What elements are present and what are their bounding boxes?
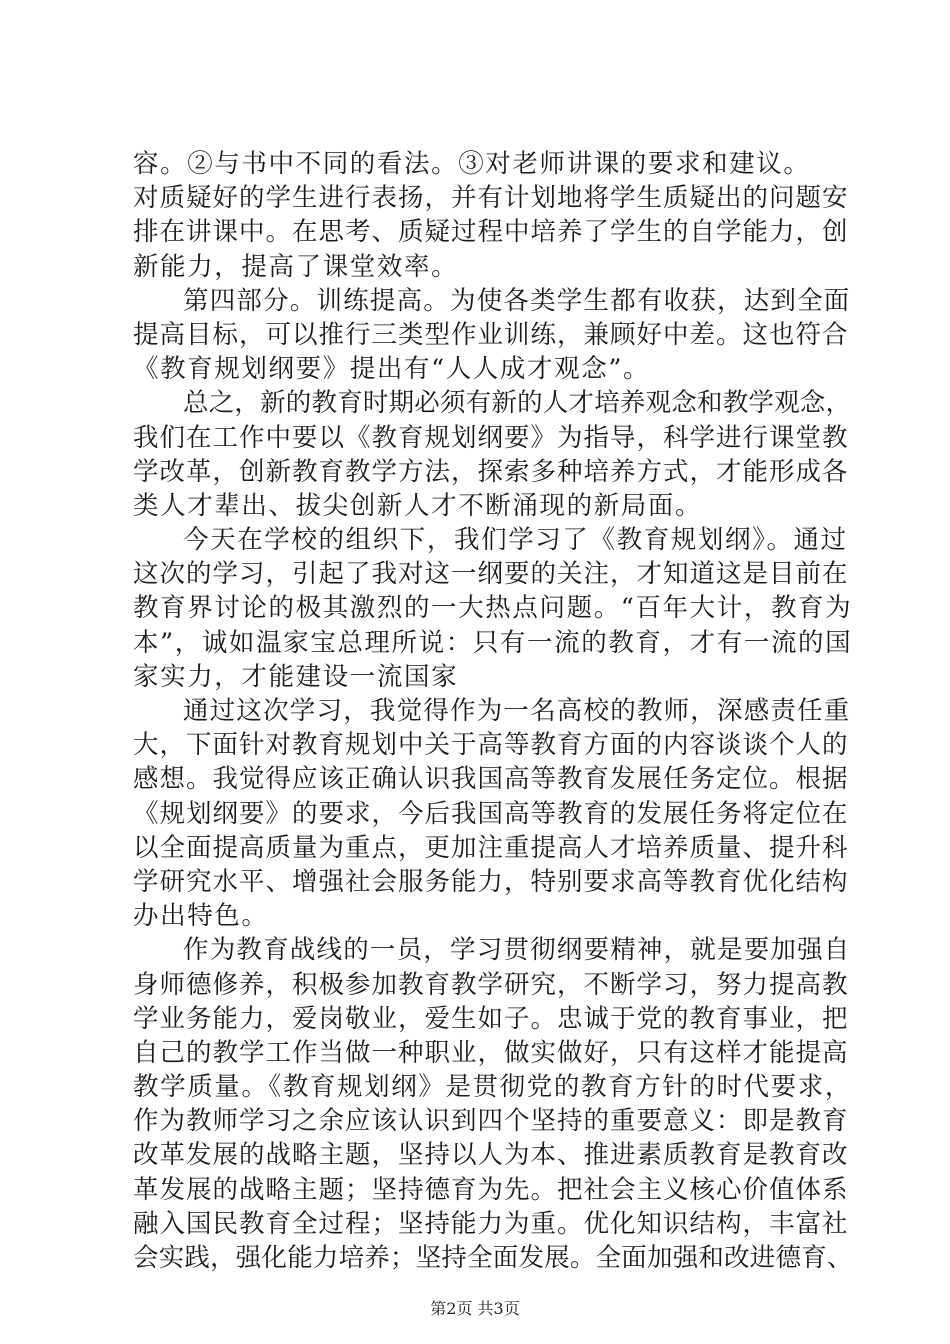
paragraph-6-line-4: 自己的教学工作当做一种职业，做实做好，只有这样才能提高 [133,1037,849,1068]
paragraph-6-line-1: 作为教育战线的一员，学习贯彻纲要精神，就是要加强自 [183,935,851,966]
paragraph-3-line-2: 我们在工作中要以《教育规划纲要》为指导，科学进行课堂教 [133,422,849,453]
paragraph-2-line-3: 《教育规划纲要》提出有“人人成才观念”。 [133,354,651,385]
paragraph-2-line-1: 第四部分。训练提高。为使各类学生都有收获，达到全面 [183,285,851,316]
paragraph-3-line-4: 类人才辈出、拔尖创新人才不断涌现的新局面。 [133,490,703,521]
paragraph-6-line-10: 会实践，强化能力培养；坚持全面发展。全面加强和改进德育、 [133,1243,853,1273]
paragraph-1-line-1: 容。②与书中不同的看法。③对老师讲课的要求和建议。 [133,149,811,179]
paragraph-5-line-6: 学研究水平、增强社会服务能力，特别要求高等教育优化结构 [133,866,849,897]
page-number-label: 第2页 共3页 [430,1299,520,1318]
paragraph-6-line-7: 改革发展的战略主题，坚持以人为本、推进素质教育是教育改 [133,1140,849,1171]
paragraph-1-line-2: 对质疑好的学生进行表扬，并有计划地将学生质疑出的问题安 [133,183,849,214]
paragraph-5-line-4: 《规划纲要》的要求，今后我国高等教育的发展任务将定位在 [133,798,849,829]
body-text [133,147,853,1275]
paragraph-4-line-3: 教育界讨论的极其激烈的一大热点问题。“百年大计，教育为 [133,593,853,624]
paragraph-4-line-5: 家实力，才能建设一流国家 [133,661,459,692]
paragraph-5-line-7: 办出特色。 [133,901,269,932]
paragraph-3-line-3: 学改革，创新教育教学方法，探索多种培养方式，才能形成各 [133,456,849,487]
paragraph-5-line-3: 感想。我觉得应该正确认识我国高等教育发展任务定位。根据 [133,764,849,795]
page-footer [0,1296,950,1319]
paragraph-6-line-9: 融入国民教育全过程；坚持能力为重。优化知识结构，丰富社 [133,1208,849,1239]
paragraph-2-line-2: 提高目标，可以推行三类型作业训练，兼顾好中差。这也符合 [133,319,849,350]
paragraph-4-line-1: 今天在学校的组织下，我们学习了《教育规划纲》。通过 [183,525,848,556]
paragraph-5-line-1: 通过这次学习，我觉得作为一名高校的教师，深感责任重 [183,696,851,726]
paragraph-6-line-8: 革发展的战略主题；坚持德育为先。把社会主义核心价值体系 [133,1174,849,1205]
paragraph-6-line-3: 学业务能力，爱岗敬业，爱生如子。忠诚于党的教育事业，把 [133,1003,849,1034]
paragraph-6-line-6: 作为教师学习之余应该认识到四个坚持的重要意义：即是教育 [133,1106,849,1137]
paragraph-1-line-3: 排在讲课中。在思考、质疑过程中培养了学生的自学能力，创 [133,217,849,248]
paragraph-6-line-2: 身师德修养，积极参加教育教学研究，不断学习，努力提高教 [133,969,849,1000]
paragraph-5-line-2: 大，下面针对教育规划中关于高等教育方面的内容谈谈个人的 [133,730,849,761]
paragraph-1-line-4: 新能力，提高了课堂效率。 [133,251,459,282]
paragraph-3-line-1: 总之，新的教育时期必须有新的人才培养观念和教学观念， [183,388,852,419]
paragraph-5-line-5: 以全面提高质量为重点，更加注重提高人才培养质量、提升科 [133,832,849,863]
paragraph-4-line-2: 这次的学习，引起了我对这一纲要的关注，才知道这是目前在 [133,559,849,590]
paragraph-6-line-5: 教学质量。《教育规划纲》是贯彻党的教育方针的时代要求， [133,1072,852,1103]
paragraph-4-line-4: 本”，诚如温家宝总理所说：只有一流的教育，才有一流的国 [133,627,853,658]
